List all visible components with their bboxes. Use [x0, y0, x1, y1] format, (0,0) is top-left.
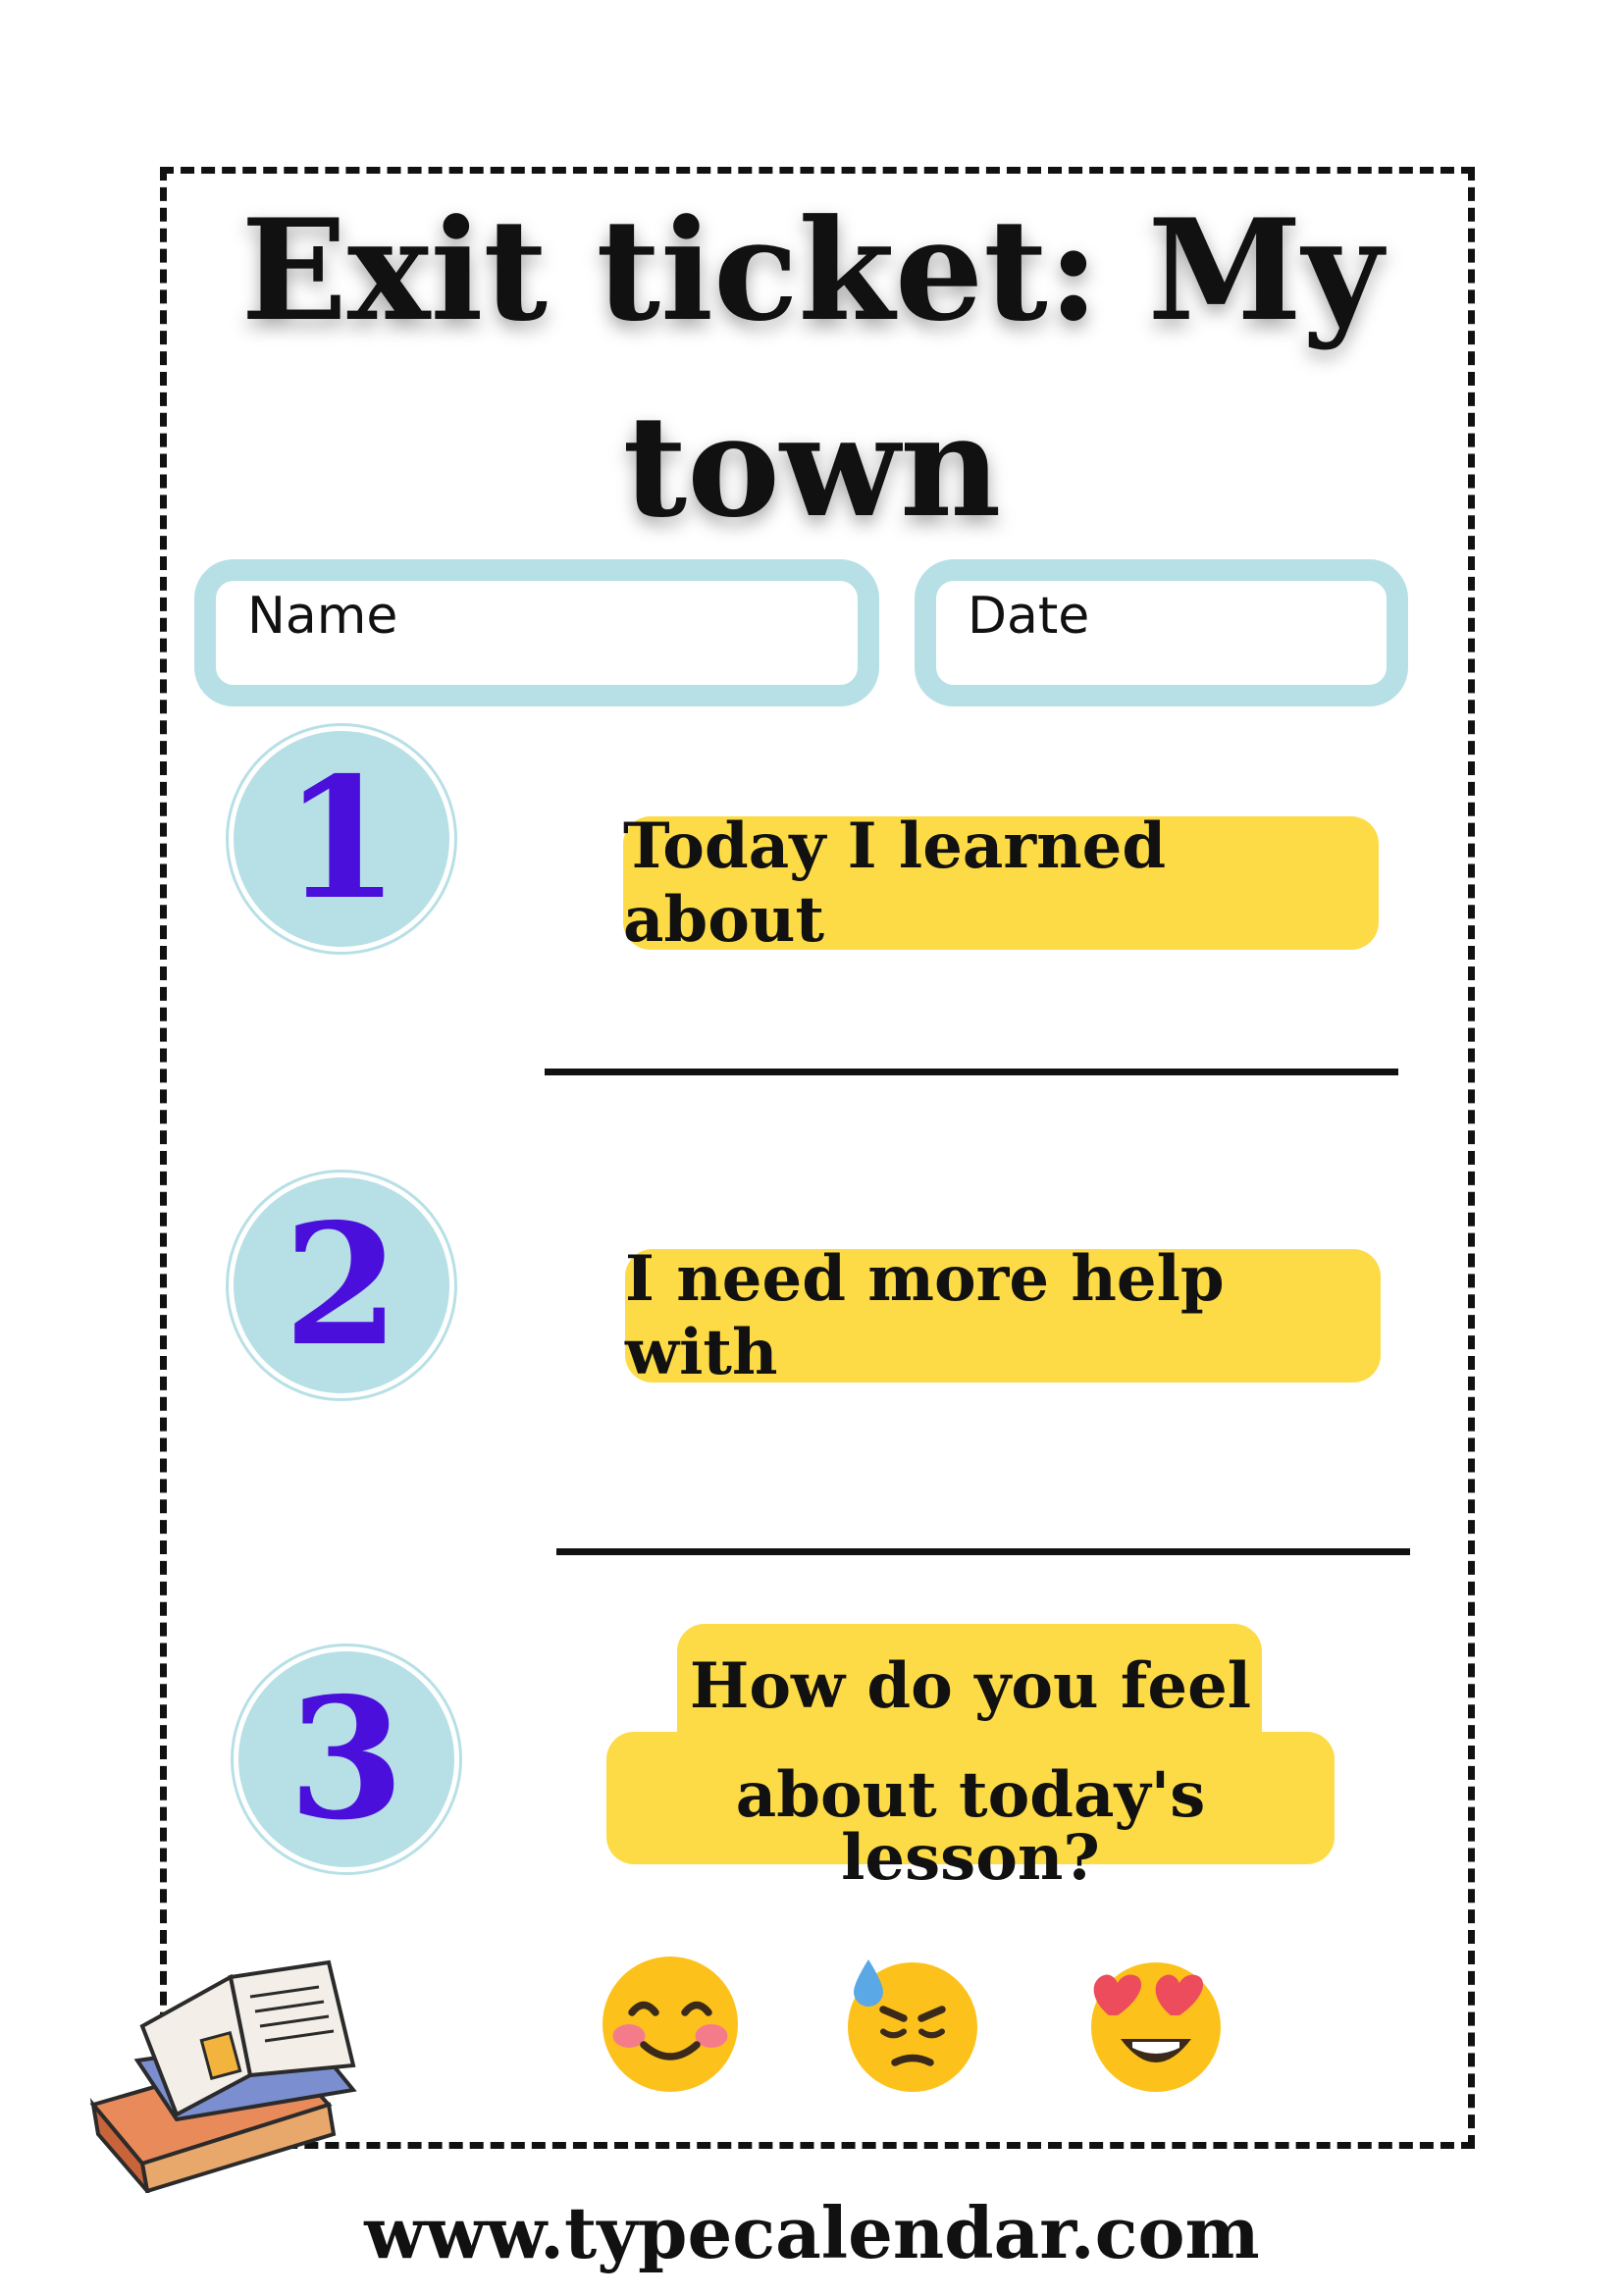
step-1-answer-line[interactable] — [545, 1069, 1398, 1075]
date-field[interactable] — [915, 559, 1408, 706]
page-title-line-1: Exit ticket: My — [240, 189, 1384, 352]
step-3-prompt-line-2: about today's lesson? — [735, 1758, 1206, 1895]
step-1-number-badge: 1 — [229, 726, 454, 952]
books-illustration — [83, 1957, 427, 2193]
step-3-prompt-line-1: How do you feel — [689, 1649, 1252, 1723]
step-1-prompt: Today I learned about — [623, 816, 1379, 950]
page-title-line-2: town — [622, 386, 1002, 548]
step-3-number-badge: 3 — [234, 1646, 459, 1872]
name-field[interactable] — [194, 559, 879, 706]
heart-eyes-face-icon[interactable] — [1082, 1951, 1230, 2098]
step-2-prompt: I need more help with — [625, 1249, 1381, 1383]
footer-url[interactable]: www.typecalendar.com — [364, 2191, 1260, 2274]
step-2-number-badge: 2 — [229, 1173, 454, 1398]
step-2-answer-line[interactable] — [556, 1548, 1410, 1555]
name-label: Name — [247, 587, 398, 646]
date-label: Date — [968, 587, 1090, 646]
downcast-sweat-face-icon[interactable] — [839, 1951, 986, 2098]
smiling-blush-face-icon[interactable] — [597, 1951, 744, 2098]
